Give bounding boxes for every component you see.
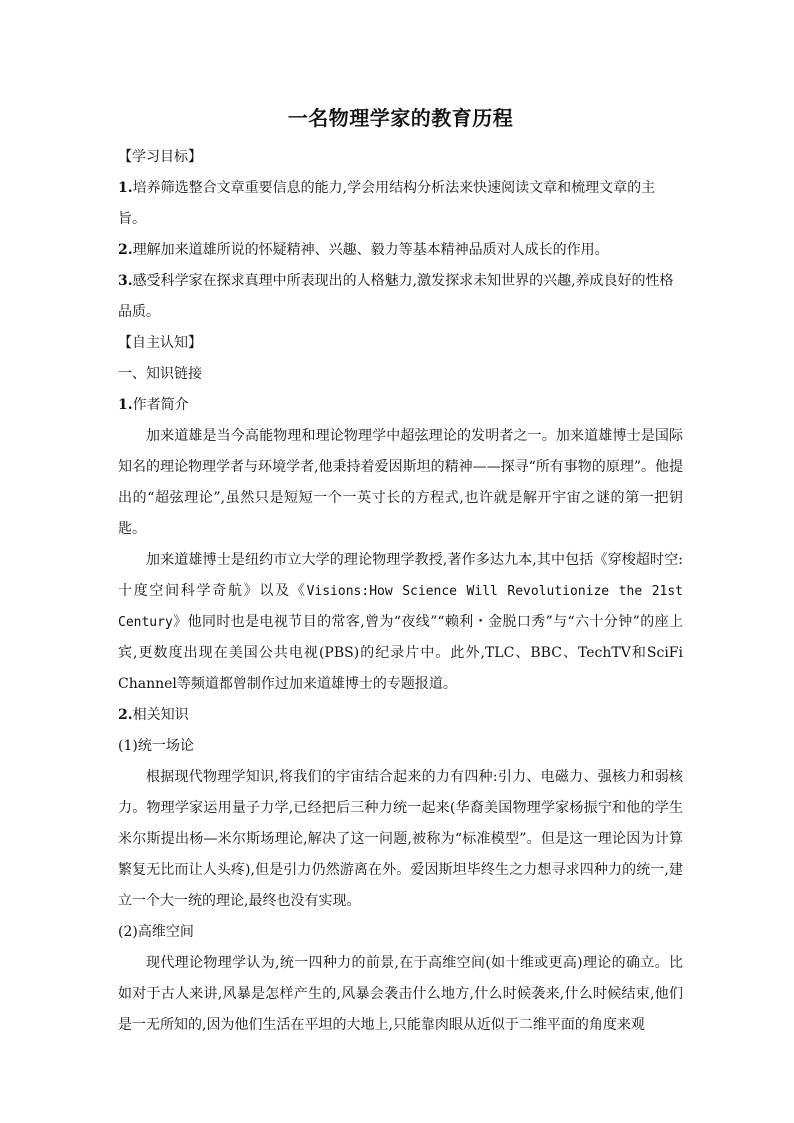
author-heading-text: 作者简介 bbox=[132, 397, 189, 413]
author-heading bbox=[118, 390, 683, 421]
goal-text: 培养筛选整合文章重要信息的能力,学会用结构分析法来快速阅读文章和梳理文章的主旨。 bbox=[118, 180, 656, 227]
unified-field-paragraph: 根据现代物理学知识,将我们的宇宙结合起来的力有四种:引力、电磁力、强核力和弱核力。物理学家运用量子力学,已经把后三种力统一起来(华裔美国物理学家杨振宁和他的学生米尔斯提出杨—米尔斯场理论,解决了这一问题,被称为“标准模型”。但是这一理论因为计算繁复无比而让人头疼),但是引力仍然游离在外。爱因斯坦毕终生之力想寻求四种力的统一,建立一个大一统的理论,最终也没有实现。 bbox=[118, 769, 683, 909]
page-title: 一名物理学家的教育历程 bbox=[287, 106, 514, 130]
knowledge-link-heading: 一、知识链接 bbox=[118, 366, 202, 382]
related-heading-text: 相关知识 bbox=[132, 707, 189, 723]
goal-item-1 bbox=[118, 173, 683, 235]
document-content bbox=[118, 104, 683, 1041]
author-paragraph-2 bbox=[118, 545, 683, 700]
related-heading bbox=[118, 700, 683, 731]
section-self-cognition: 【自主认知】 bbox=[118, 335, 202, 351]
goal-number: 2. bbox=[118, 242, 133, 258]
author-paragraph-1: 加来道雄是当今高能物理和理论物理学中超弦理论的发明者之一。加来道雄博士是国际知名的理论物理学者与环境学者,他秉持着爱因斯坦的精神——探寻“所有事物的原理”。他提出的“超弦理论”,虽然只是短短一个一英寸长的方程式,也许就是解开宇宙之谜的第一把钥匙。 bbox=[118, 428, 683, 537]
higher-dimension-paragraph: 现代理论物理学认为,统一四种力的前景,在于高维空间(如十维或更高)理论的确立。比如对于古人来讲,风暴是怎样产生的,风暴会袭击什么地方,什么时候袭来,什么时候结束,他们是一无所知的,因为他们生活在平坦的大地上,只能靠肉眼从近似于二维平面的角度来观 bbox=[118, 955, 683, 1033]
author-heading-number: 1. bbox=[118, 397, 133, 413]
goal-text: 感受科学家在探求真理中所表现出的人格魅力,激发探求未知世界的兴趣,养成良好的性格品质。 bbox=[118, 273, 674, 320]
goal-item-3 bbox=[118, 266, 683, 328]
unified-field-heading: (1)统一场论 bbox=[118, 738, 194, 754]
author-paragraph-2-part-a: 加来道雄博士是纽约市立大学的理论物理学教授,著作多达九本,其中包括《穿梭超时空:十度空间科学奇航》以及《 bbox=[118, 552, 683, 599]
higher-dimension-heading: (2)高维空间 bbox=[118, 924, 194, 940]
goal-number: 1. bbox=[118, 180, 133, 196]
related-heading-number: 2. bbox=[118, 707, 133, 723]
goal-item-2 bbox=[118, 235, 683, 266]
author-paragraph-2-part-b: 》他同时也是电视节目的常客,曾为“夜线”“赖利・金脱口秀”与“六十分钟”的座上宾,更数度出现在美国公共电视(PBS)的纪录片中。此外,TLC、BBC、TechTV和SciFi Channel等频道都曾制作过加来道雄博士的专题报道。 bbox=[118, 614, 683, 692]
book-title: Visions:How Science Will Revolutionize the 21st Century bbox=[118, 584, 684, 630]
section-learning-goals: 【学习目标】 bbox=[118, 149, 202, 165]
goal-number: 3. bbox=[118, 273, 133, 289]
goal-text: 理解加来道雄所说的怀疑精神、兴趣、毅力等基本精神品质对人成长的作用。 bbox=[132, 242, 609, 258]
